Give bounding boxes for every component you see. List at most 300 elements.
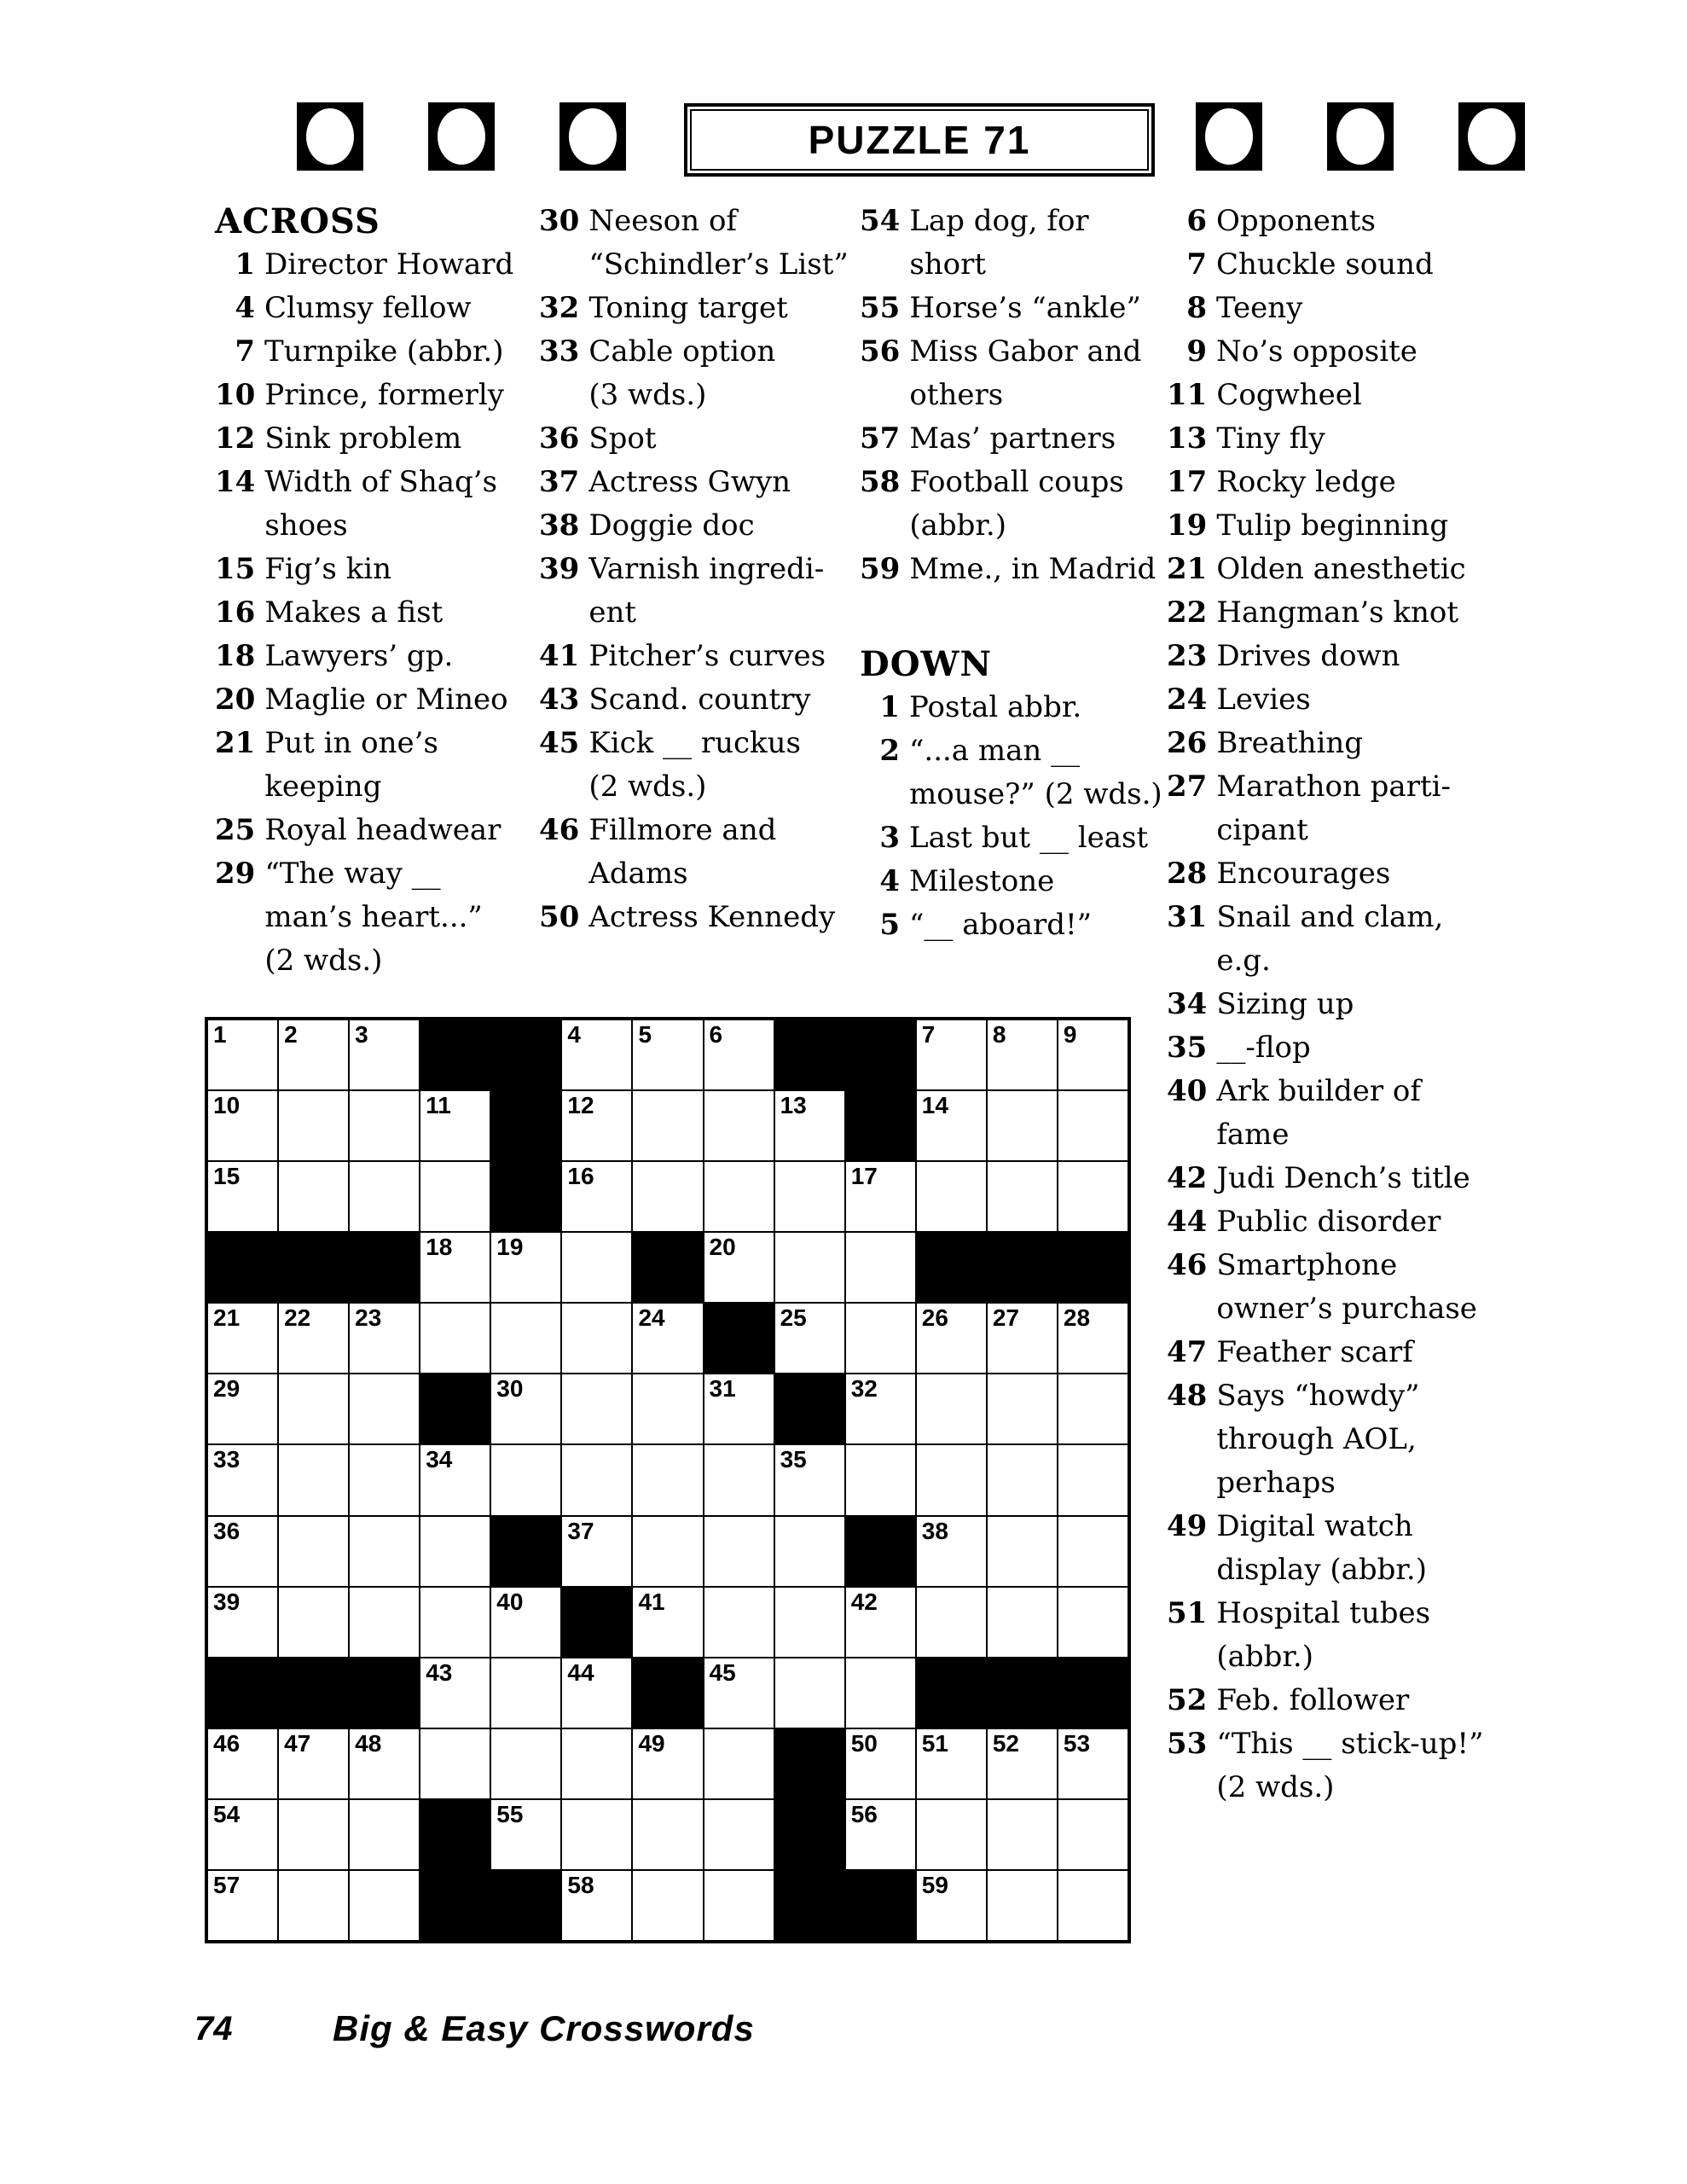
grid-cell[interactable] <box>562 1445 631 1514</box>
grid-cell[interactable] <box>846 1162 915 1231</box>
grid-cell[interactable] <box>279 1020 348 1089</box>
grid-cell[interactable] <box>562 1374 631 1443</box>
grid-cell-black <box>279 1233 348 1302</box>
clue-item <box>1167 1157 1499 1200</box>
clue-text: “...a man __ mouse?” (2 wds.) <box>909 734 1162 811</box>
clue-number: 44 <box>1167 1205 1208 1239</box>
grid-cell[interactable] <box>208 1588 277 1657</box>
grid-cell[interactable] <box>633 1445 702 1514</box>
grid-cell[interactable] <box>633 1020 702 1089</box>
clue-text: Fig’s kin <box>264 552 391 586</box>
clue-item <box>215 374 532 417</box>
grid-cell[interactable] <box>1058 1091 1128 1160</box>
clue-item <box>539 330 860 417</box>
clue-item <box>1167 678 1499 722</box>
clue-item <box>860 686 1172 729</box>
grid-cell[interactable] <box>988 1729 1057 1798</box>
clue-item <box>1167 896 1499 983</box>
grid-cell[interactable] <box>704 1233 774 1302</box>
grid-cell[interactable] <box>420 1658 490 1728</box>
grid-cell-black <box>350 1233 419 1302</box>
clue-number: 43 <box>539 682 580 717</box>
clue-number: 4 <box>235 291 255 325</box>
clue-number: 21 <box>215 726 256 760</box>
clue-number: 2 <box>879 734 900 768</box>
clue-item <box>860 816 1172 860</box>
grid-cell[interactable] <box>775 1162 844 1231</box>
clue-text: Actress Kennedy <box>588 900 836 934</box>
clue-item <box>1167 1722 1499 1809</box>
clue-text: Teeny <box>1216 291 1303 325</box>
clue-text: __-flop <box>1216 1031 1311 1065</box>
grid-cell[interactable] <box>917 1445 986 1514</box>
grid-cell[interactable] <box>208 1517 277 1586</box>
grid-cell[interactable] <box>775 1445 844 1514</box>
cell-number: 46 <box>213 1729 241 1757</box>
grid-cell-black <box>988 1233 1057 1302</box>
cell-number: 47 <box>284 1729 311 1757</box>
clue-number: 53 <box>1167 1727 1208 1761</box>
clue-item <box>215 287 532 330</box>
grid-cell[interactable] <box>846 1800 915 1869</box>
clue-text: Neeson of “Schindler’s List” <box>588 204 849 282</box>
grid-cell-black <box>420 1374 490 1443</box>
grid-cell[interactable] <box>208 1729 277 1798</box>
clue-text: Says “howdy” through AOL, perhaps <box>1216 1379 1420 1500</box>
grid-cell[interactable] <box>633 1588 702 1657</box>
grid-cell[interactable] <box>633 1800 702 1869</box>
grid-cell[interactable] <box>988 1020 1057 1089</box>
grid-cell[interactable] <box>704 1729 774 1798</box>
grid-cell-black <box>775 1729 844 1798</box>
clue-item <box>1167 548 1499 591</box>
clue-text: Milestone <box>909 864 1055 898</box>
clue-text: Last but __ least <box>909 821 1149 855</box>
grid-cell[interactable] <box>633 1517 702 1586</box>
grid-cell[interactable] <box>350 1729 419 1798</box>
clue-number: 54 <box>860 204 901 238</box>
clue-number: 12 <box>215 421 256 456</box>
grid-cell[interactable] <box>917 1091 986 1160</box>
grid-cell[interactable] <box>350 1445 419 1514</box>
clue-item <box>539 200 860 287</box>
clue-text: Clumsy fellow <box>264 291 472 325</box>
clue-number: 58 <box>860 465 901 499</box>
grid-cell[interactable] <box>704 1517 774 1586</box>
cell-number: 28 <box>1063 1304 1091 1332</box>
grid-cell[interactable] <box>279 1800 348 1869</box>
clue-item <box>539 896 860 939</box>
clue-column-2 <box>539 200 860 939</box>
grid-cell[interactable] <box>350 1020 419 1089</box>
grid-cell[interactable] <box>704 1445 774 1514</box>
grid-cell[interactable] <box>1058 1588 1128 1657</box>
clue-text: Digital watch display (abbr.) <box>1216 1509 1427 1587</box>
clue-text: Width of Shaq’s shoes <box>264 465 498 543</box>
clue-item <box>1167 504 1499 548</box>
grid-cell[interactable] <box>704 1588 774 1657</box>
grid-cell[interactable] <box>775 1658 844 1728</box>
cell-number: 40 <box>496 1588 524 1615</box>
grid-cell[interactable] <box>350 1517 419 1586</box>
clue-item <box>539 809 860 896</box>
grid-cell[interactable] <box>917 1729 986 1798</box>
grid-cell[interactable] <box>1058 1800 1128 1869</box>
grid-cell[interactable] <box>279 1517 348 1586</box>
grid-cell[interactable] <box>988 1445 1057 1514</box>
grid-cell[interactable] <box>846 1304 915 1373</box>
grid-cell[interactable] <box>208 1445 277 1514</box>
grid-cell[interactable] <box>988 1517 1057 1586</box>
clue-item <box>860 729 1172 816</box>
grid-cell[interactable] <box>633 1374 702 1443</box>
grid-cell[interactable] <box>562 1658 631 1728</box>
grid-cell[interactable] <box>846 1729 915 1798</box>
clue-text: Director Howard <box>264 247 514 282</box>
clue-item <box>1167 287 1499 330</box>
grid-cell[interactable] <box>704 1162 774 1231</box>
clue-text: Tiny fly <box>1216 421 1325 456</box>
grid-cell[interactable] <box>279 1445 348 1514</box>
cell-number: 58 <box>567 1871 594 1898</box>
clue-item <box>1167 1679 1499 1722</box>
grid-cell[interactable] <box>775 1517 844 1586</box>
clue-number: 57 <box>860 421 901 456</box>
grid-cell[interactable] <box>988 1871 1057 1940</box>
clue-text: Sizing up <box>1216 987 1354 1021</box>
clue-item <box>1167 1244 1499 1331</box>
grid-cell[interactable] <box>704 1020 774 1089</box>
clue-item <box>1167 1592 1499 1679</box>
cell-number: 48 <box>355 1729 382 1757</box>
grid-cell[interactable] <box>988 1588 1057 1657</box>
clue-number: 22 <box>1167 595 1208 630</box>
grid-cell-black <box>350 1658 419 1728</box>
clue-text: Varnish ingredient <box>588 552 825 630</box>
grid-cell[interactable] <box>350 1800 419 1869</box>
grid-cell[interactable] <box>704 1800 774 1869</box>
cell-number: 49 <box>638 1729 665 1757</box>
cell-number: 59 <box>921 1871 948 1898</box>
grid-cell[interactable] <box>775 1304 844 1373</box>
cell-number: 22 <box>284 1304 311 1332</box>
clue-number: 35 <box>1167 1031 1208 1065</box>
clue-text: Feather scarf <box>1216 1335 1413 1369</box>
clue-text: Mas’ partners <box>909 421 1116 456</box>
cell-number: 33 <box>213 1446 241 1473</box>
grid-cell[interactable] <box>917 1517 986 1586</box>
grid-cell-black <box>846 1020 915 1089</box>
clue-number: 7 <box>1186 247 1207 282</box>
clue-item <box>215 330 532 374</box>
grid-cell[interactable] <box>208 1871 277 1940</box>
grid-cell-black <box>1058 1658 1128 1728</box>
grid-cell[interactable] <box>1058 1374 1128 1443</box>
grid-cell[interactable] <box>988 1091 1057 1160</box>
grid-cell[interactable] <box>420 1445 490 1514</box>
grid-cell[interactable] <box>562 1517 631 1586</box>
grid-cell[interactable] <box>1058 1162 1128 1231</box>
grid-cell[interactable] <box>775 1091 844 1160</box>
clue-item <box>539 287 860 330</box>
crossword-grid <box>205 1017 1131 1943</box>
grid-cell[interactable] <box>917 1374 986 1443</box>
clue-number: 11 <box>1167 378 1208 412</box>
clue-number: 45 <box>539 726 580 760</box>
grid-cell[interactable] <box>208 1091 277 1160</box>
cell-number: 35 <box>780 1446 807 1473</box>
cell-number: 11 <box>426 1092 451 1119</box>
grid-cell[interactable] <box>562 1091 631 1160</box>
grid-cell[interactable] <box>1058 1871 1128 1940</box>
clue-number: 33 <box>539 334 580 369</box>
cell-number: 25 <box>780 1304 807 1332</box>
grid-cell[interactable] <box>208 1800 277 1869</box>
grid-cell[interactable] <box>562 1020 631 1089</box>
clue-number: 24 <box>1167 682 1208 717</box>
grid-cell[interactable] <box>633 1304 702 1373</box>
cell-number: 13 <box>780 1092 807 1119</box>
cell-number: 56 <box>850 1800 878 1827</box>
grid-cell[interactable] <box>1058 1304 1128 1373</box>
grid-cell[interactable] <box>350 1374 419 1443</box>
clue-text: Breathing <box>1216 726 1364 760</box>
clue-item <box>860 903 1172 947</box>
grid-cell[interactable] <box>704 1658 774 1728</box>
grid-cell[interactable] <box>562 1729 631 1798</box>
cell-number: 52 <box>992 1729 1019 1757</box>
grid-cell[interactable] <box>562 1871 631 1940</box>
cell-number: 43 <box>426 1658 453 1686</box>
cell-number: 19 <box>496 1234 524 1261</box>
cell-number: 9 <box>1063 1021 1077 1048</box>
grid-cell-black <box>846 1871 915 1940</box>
cell-number: 55 <box>496 1800 524 1827</box>
grid-cell[interactable] <box>420 1517 490 1586</box>
clue-number: 8 <box>1186 291 1207 325</box>
grid-cell[interactable] <box>775 1588 844 1657</box>
grid-cell[interactable] <box>917 1800 986 1869</box>
oval-icon <box>438 108 485 165</box>
clue-item <box>1167 1374 1499 1505</box>
clue-text: “__ aboard!” <box>909 908 1093 942</box>
clue-item <box>215 635 532 678</box>
grid-cell[interactable] <box>279 1374 348 1443</box>
grid-cell[interactable] <box>917 1020 986 1089</box>
grid-cell[interactable] <box>350 1162 419 1231</box>
grid-cell[interactable] <box>350 1588 419 1657</box>
clue-item <box>1167 461 1499 504</box>
grid-cell[interactable] <box>917 1162 986 1231</box>
grid-cell-black <box>1058 1233 1128 1302</box>
grid-cell[interactable] <box>420 1729 490 1798</box>
grid-cell[interactable] <box>846 1233 915 1302</box>
grid-cell-black <box>846 1091 915 1160</box>
grid-cell[interactable] <box>704 1091 774 1160</box>
cell-number: 14 <box>921 1092 948 1119</box>
grid-cell[interactable] <box>350 1871 419 1940</box>
clue-number: 41 <box>539 639 580 673</box>
grid-cell[interactable] <box>846 1445 915 1514</box>
grid-cell[interactable] <box>633 1729 702 1798</box>
grid-cell[interactable] <box>562 1304 631 1373</box>
clue-item <box>1167 722 1499 765</box>
grid-cell[interactable] <box>208 1304 277 1373</box>
grid-cell[interactable] <box>846 1588 915 1657</box>
grid-cell[interactable] <box>1058 1445 1128 1514</box>
cell-number: 34 <box>426 1446 453 1473</box>
clue-text: Hangman’s knot <box>1216 595 1459 630</box>
clue-text: Sink problem <box>264 421 462 456</box>
clue-item <box>539 678 860 722</box>
grid-cell[interactable] <box>491 1445 560 1514</box>
grid-cell[interactable] <box>279 1588 348 1657</box>
grid-cell[interactable] <box>420 1233 490 1302</box>
clue-text: Actress Gwyn <box>588 465 791 499</box>
grid-cell[interactable] <box>491 1658 560 1728</box>
cell-number: 8 <box>992 1021 1006 1048</box>
clue-text: Tulip beginning <box>1216 508 1449 543</box>
grid-cell[interactable] <box>562 1233 631 1302</box>
clue-item <box>1167 243 1499 287</box>
grid-cell[interactable] <box>279 1162 348 1231</box>
grid-cell[interactable] <box>846 1658 915 1728</box>
clue-number: 46 <box>1167 1248 1208 1282</box>
grid-cell-black <box>491 1517 560 1586</box>
grid-cell[interactable] <box>208 1162 277 1231</box>
grid-cell[interactable] <box>491 1374 560 1443</box>
cell-number: 16 <box>567 1163 594 1190</box>
clue-item <box>215 548 532 591</box>
grid-cell-black <box>775 1800 844 1869</box>
clue-number: 23 <box>1167 639 1208 673</box>
grid-cell[interactable] <box>350 1304 419 1373</box>
oval-icon <box>1468 108 1516 165</box>
grid-cell[interactable] <box>1058 1020 1128 1089</box>
cell-number: 31 <box>709 1375 736 1403</box>
grid-cell[interactable] <box>1058 1729 1128 1798</box>
clue-number: 1 <box>879 690 900 724</box>
clue-number: 25 <box>215 813 256 847</box>
cell-number: 6 <box>709 1021 723 1048</box>
grid-cell[interactable] <box>846 1374 915 1443</box>
grid-cell[interactable] <box>562 1800 631 1869</box>
grid-cell[interactable] <box>988 1374 1057 1443</box>
grid-cell[interactable] <box>633 1871 702 1940</box>
clue-item <box>1167 1200 1499 1244</box>
grid-cell-black <box>846 1517 915 1586</box>
clue-number: 42 <box>1167 1161 1208 1195</box>
cell-number: 21 <box>213 1304 241 1332</box>
grid-cell[interactable] <box>704 1374 774 1443</box>
grid-cell[interactable] <box>208 1020 277 1089</box>
clue-number: 55 <box>860 291 901 325</box>
clue-number: 49 <box>1167 1509 1208 1543</box>
clue-number: 5 <box>879 908 900 942</box>
grid-cell[interactable] <box>420 1162 490 1231</box>
grid-cell[interactable] <box>917 1588 986 1657</box>
clue-text: Public disorder <box>1216 1205 1441 1239</box>
cell-number: 4 <box>567 1021 581 1048</box>
grid-cell[interactable] <box>420 1304 490 1373</box>
puzzle-title-inner <box>690 109 1149 171</box>
clue-number: 32 <box>539 291 580 325</box>
grid-cell[interactable] <box>279 1304 348 1373</box>
oval-icon <box>306 108 354 165</box>
oval-icon <box>569 108 617 165</box>
grid-cell[interactable] <box>279 1871 348 1940</box>
grid-cell[interactable] <box>420 1091 490 1160</box>
grid-cell[interactable] <box>917 1871 986 1940</box>
clue-item <box>860 461 1172 548</box>
clue-item <box>860 287 1172 330</box>
cell-number: 39 <box>213 1588 241 1615</box>
grid-cell[interactable] <box>491 1304 560 1373</box>
clue-number: 56 <box>860 334 901 369</box>
clue-number: 26 <box>1167 726 1208 760</box>
grid-cell[interactable] <box>562 1162 631 1231</box>
cell-number: 15 <box>213 1163 241 1190</box>
grid-cell[interactable] <box>633 1091 702 1160</box>
grid-cell[interactable] <box>988 1800 1057 1869</box>
clue-number: 13 <box>1167 421 1208 456</box>
grid-cell[interactable] <box>350 1091 419 1160</box>
grid-cell[interactable] <box>279 1091 348 1160</box>
clue-number: 10 <box>215 378 256 412</box>
grid-cell[interactable] <box>988 1162 1057 1231</box>
clue-number: 1 <box>235 247 255 282</box>
grid-cell[interactable] <box>633 1162 702 1231</box>
grid-cell[interactable] <box>491 1233 560 1302</box>
clue-item <box>539 635 860 678</box>
cell-number: 36 <box>213 1517 241 1544</box>
clue-column-4 <box>1167 200 1499 1809</box>
grid-cell-black <box>491 1871 560 1940</box>
grid-cell[interactable] <box>420 1588 490 1657</box>
header-tile <box>1196 102 1262 171</box>
header-tile <box>1458 102 1525 171</box>
clue-text: Makes a fist <box>264 595 443 630</box>
clue-text: Cable option (3 wds.) <box>588 334 776 412</box>
grid-cell[interactable] <box>988 1304 1057 1373</box>
grid-cell[interactable] <box>491 1729 560 1798</box>
clue-text: Smartphone owner’s purchase <box>1216 1248 1477 1326</box>
grid-cell[interactable] <box>491 1588 560 1657</box>
clue-number: 16 <box>215 595 256 630</box>
clue-text: Judi Dench’s title <box>1216 1161 1470 1195</box>
grid-cell[interactable] <box>1058 1517 1128 1586</box>
grid-cell[interactable] <box>704 1871 774 1940</box>
clue-text: Lap dog, for short <box>909 204 1089 282</box>
grid-cell[interactable] <box>917 1304 986 1373</box>
clue-text: Miss Gabor and others <box>909 334 1142 412</box>
cell-number: 51 <box>921 1729 948 1757</box>
clue-item <box>215 852 532 983</box>
grid-cell[interactable] <box>208 1374 277 1443</box>
clue-text: Ark builder of fame <box>1216 1074 1421 1152</box>
clue-number: 47 <box>1167 1335 1208 1369</box>
clue-number: 17 <box>1167 465 1208 499</box>
clue-number: 21 <box>1167 552 1208 586</box>
clue-text: Rocky ledge <box>1216 465 1396 499</box>
cell-number: 23 <box>355 1304 382 1332</box>
clue-text: Olden anesthetic <box>1216 552 1466 586</box>
clue-number: 20 <box>215 682 256 717</box>
clue-text: Put in one’s keeping <box>264 726 438 804</box>
grid-cell[interactable] <box>775 1233 844 1302</box>
grid-cell[interactable] <box>279 1729 348 1798</box>
grid-cell[interactable] <box>491 1800 560 1869</box>
